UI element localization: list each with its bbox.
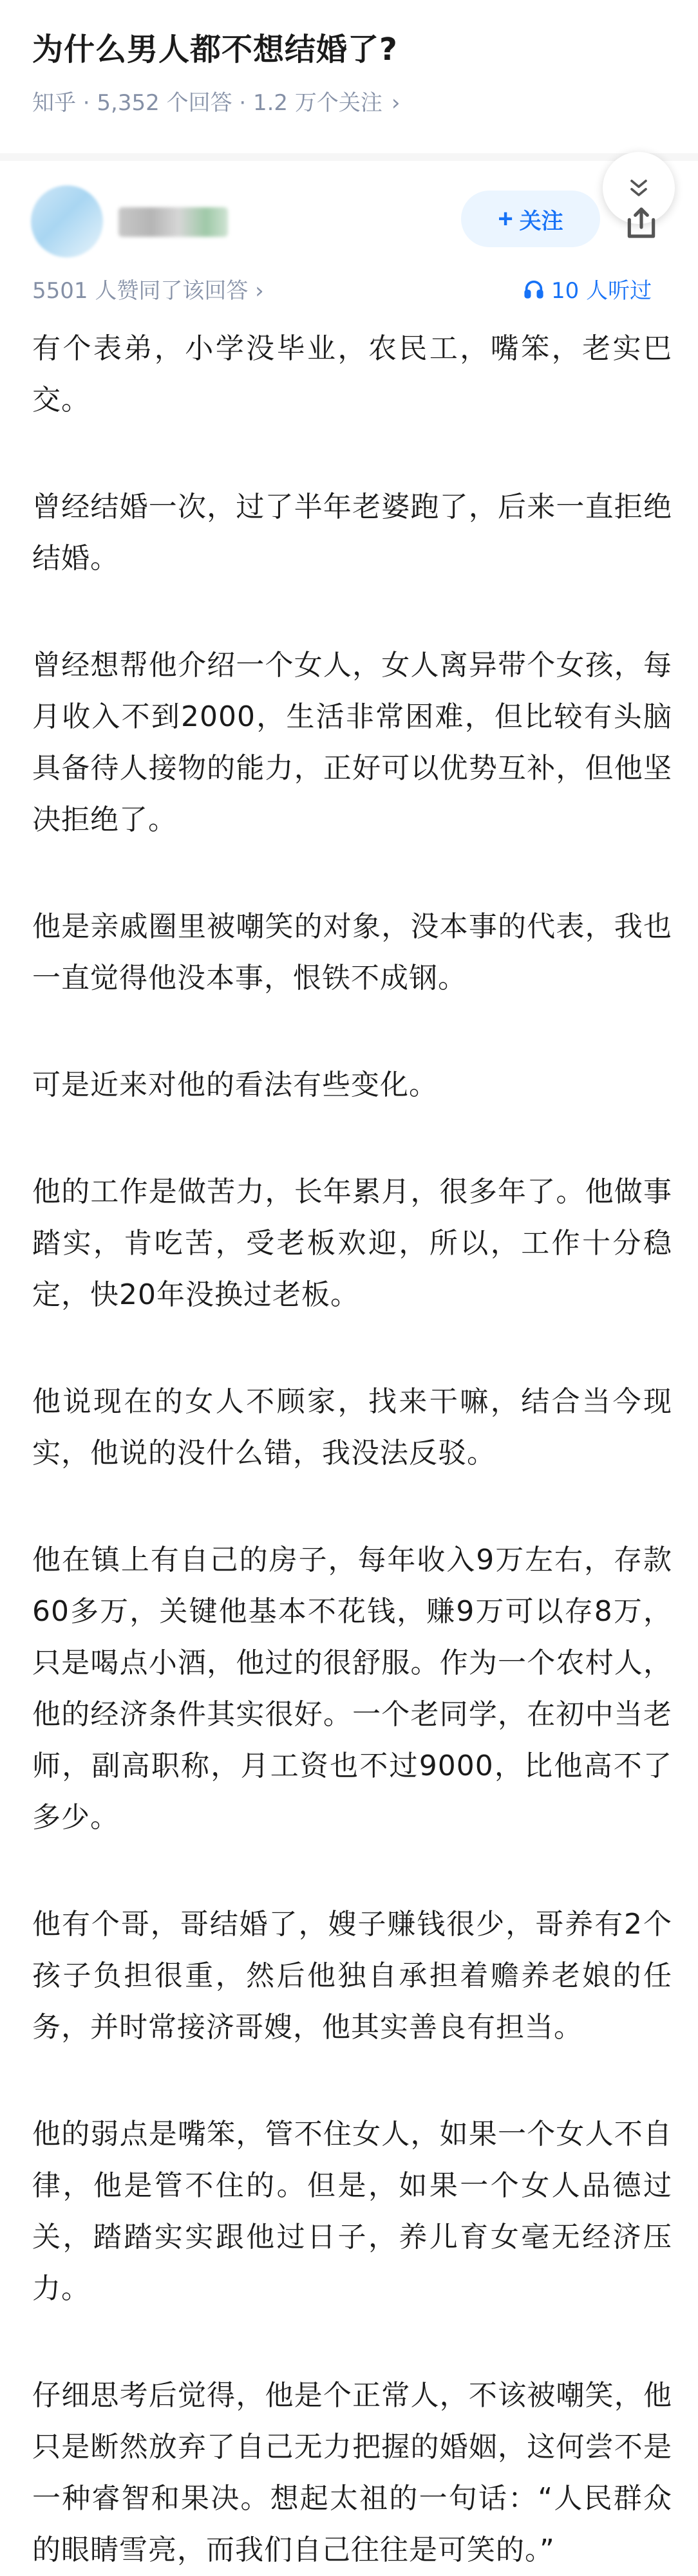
follow-button[interactable] [461,191,600,247]
author-name-blurred[interactable] [118,207,228,237]
headphones-icon [523,278,545,300]
question-meta-text: 知乎 · 5,352 个回答 · 1.2 万个关注 [32,90,382,116]
section-divider [0,153,698,161]
answer-paragraph: 他的弱点是嘴笨，管不住女人，如果一个女人不自律，他是管不住的。但是，如果一个女人品德过关，踏踏实实跟他过日子，养儿育女毫无经济压力。 [32,2118,672,2305]
chevron-right-icon: › [391,90,401,116]
question-meta[interactable] [32,85,400,117]
vote-count[interactable] [32,273,264,304]
answer-paragraph: 他有个哥，哥结婚了，嫂子赚钱很少，哥养有2个孩子负担很重，然后他独自承担着赡养老娘的任务，并时常接济哥嫂，他其实善良有担当。 [32,1908,672,2044]
follow-label: 关注 [519,209,563,234]
share-icon[interactable] [623,205,659,241]
question-title[interactable]: 为什么男人都不想结婚了? [32,32,398,68]
answer-paragraph: 可是近来对他的看法有些变化。 [32,1069,438,1101]
double-chevron-up-icon [625,174,653,202]
answer-paragraph: 他说现在的女人不顾家，找来干嘛，结合当今现实，他说的没什么错，我没法反驳。 [32,1385,672,1470]
answer-paragraph: 曾经结婚一次，过了半年老婆跑了，后来一直拒绝结婚。 [32,490,672,575]
plus-icon: + [498,204,513,233]
answer-paragraph: 有个表弟，小学没毕业，农民工，嘴笨，老实巴交。 [32,332,672,416]
answer-paragraph: 仔细思考后觉得，他是个正常人，不该被嘲笑，他只是断然放弃了自己无力把握的婚姻，这何尝不是一种睿智和果决。想起太祖的一句话：“人民群众的眼睛雪亮，而我们自己往往是可笑的。” [32,2379,672,2566]
answer-paragraph: 他在镇上有自己的房子，每年收入9万左右，存款60多万，关键他基本不花钱，赚9万可以存8万，只是喝点小酒，他过的很舒服。作为一个农村人，他的经济条件其实很好。一个老同学，在初中当老师，副高职称，月工资也不过9000，比他高不了多少。 [32,1544,672,1834]
listen-count: 10 人听过 [551,278,652,304]
vote-count-text: 5501 人赞同了该回答 [32,278,249,304]
avatar[interactable] [31,185,103,257]
listen-button[interactable] [523,273,652,304]
answer-paragraph: 他是亲戚圈里被嘲笑的对象，没本事的代表，我也一直觉得他没本事，恨铁不成钢。 [32,910,672,994]
answer-paragraph: 曾经想帮他介绍一个女人，女人离异带个女孩，每月收入不到2000，生活非常困难，但比较有头脑具备待人接物的能力，正好可以优势互补，但他坚决拒绝了。 [32,649,672,836]
chevron-right-icon: › [255,278,264,304]
answer-paragraph: 他的工作是做苦力，长年累月，很多年了。他做事踏实，肯吃苦，受老板欢迎，所以，工作十分稳定，快20年没换过老板。 [32,1175,672,1311]
question-header [0,0,698,154]
answer-content [32,323,672,2576]
